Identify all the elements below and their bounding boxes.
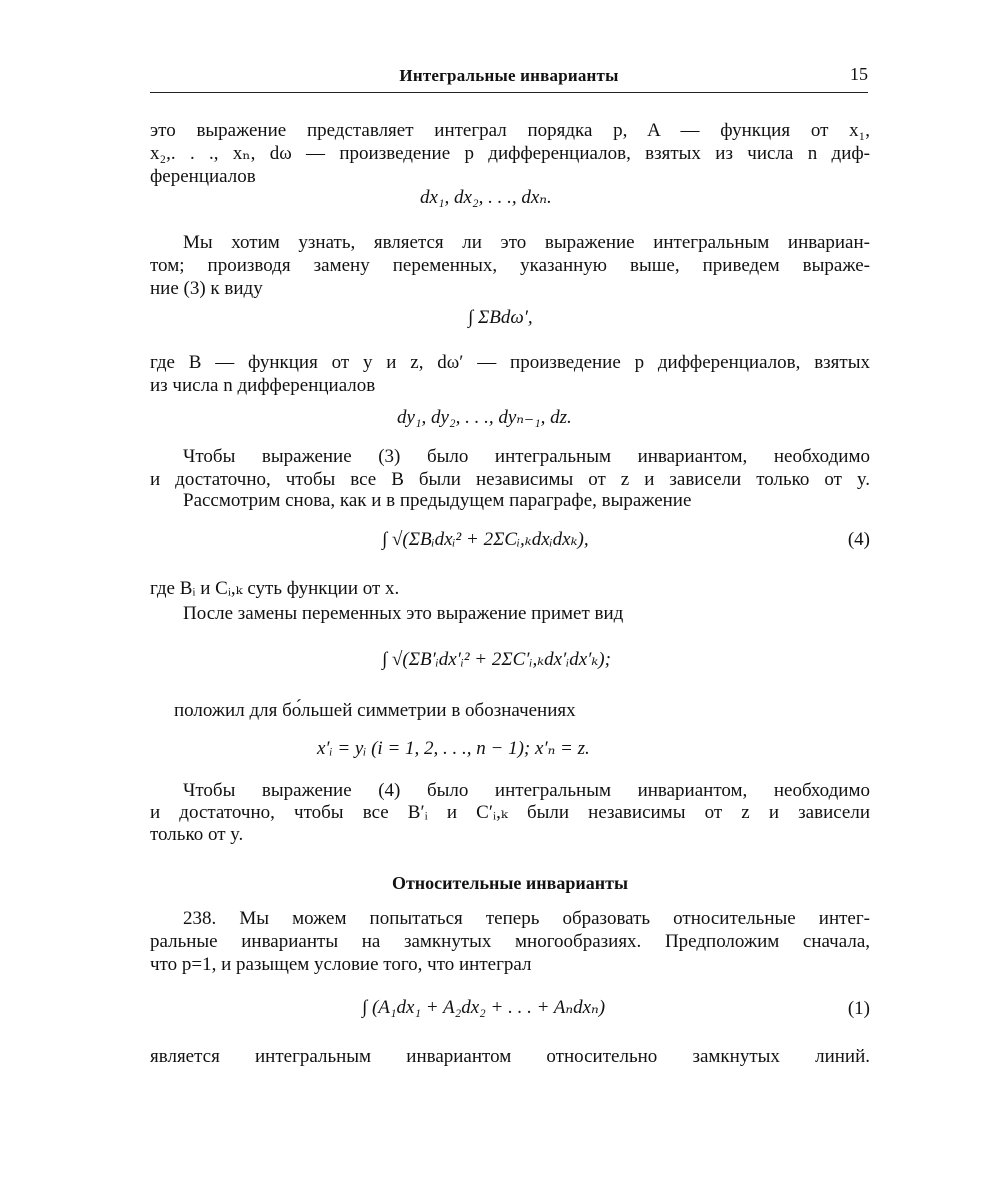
text-line: ральные инварианты на замкнутых многообразиях. Предположим сначала, bbox=[150, 931, 870, 952]
text-line: где B — функция от y и z, dω′ — произведение p дифференциалов, взятых bbox=[150, 352, 870, 373]
formula-linear-integral: ∫ (A₁dx₁ + A₂dx₂ + . . . + Aₙdxₙ) bbox=[362, 997, 606, 1018]
text-line: Рассмотрим снова, как и в предыдущем параграфе, выражение bbox=[183, 490, 692, 511]
text-line: ние (3) к виду bbox=[150, 278, 263, 299]
equation-number: (4) bbox=[847, 529, 870, 550]
text-line: из числа n дифференциалов bbox=[150, 375, 376, 396]
formula-sqrt-quadratic-form: ∫ √(ΣBᵢdxᵢ² + 2ΣCᵢ,ₖdxᵢdxₖ), bbox=[382, 529, 589, 550]
running-header bbox=[150, 64, 868, 93]
text-line: это выражение представляет интеграл порядка p, A — функция от x₁, bbox=[150, 120, 870, 141]
formula-dx-list: dx₁, dx₂, . . ., dxₙ. bbox=[420, 187, 552, 208]
formula-dy-list: dy₁, dy₂, . . ., dyₙ₋₁, dz. bbox=[397, 407, 572, 428]
text-line: x₂,. . ., xₙ, dω — произведение p дифференциалов, взятых из числа n диф- bbox=[150, 143, 870, 164]
text-line: Чтобы выражение (3) было интегральным инвариантом, необходимо bbox=[183, 446, 870, 467]
formula-sqrt-transformed: ∫ √(ΣB′ᵢdx′ᵢ² + 2ΣC′ᵢ,ₖdx′ᵢdx′ₖ); bbox=[382, 649, 611, 670]
text-line: 238. Мы можем попытаться теперь образовать относительные интег- bbox=[183, 908, 870, 929]
text-line: и достаточно, чтобы все B′ᵢ и C′ᵢ,ₖ были независимы от z и зависели bbox=[150, 802, 870, 823]
text-line: том; производя замену переменных, указанную выше, приведем выраже- bbox=[150, 255, 870, 276]
running-title: Интегральные инварианты bbox=[399, 66, 619, 85]
text-line: Мы хотим узнать, является ли это выражение интегральным инвариан- bbox=[183, 232, 870, 253]
text-line: и достаточно, чтобы все B были независимы от z и зависели только от y. bbox=[150, 469, 870, 490]
text-line: После замены переменных это выражение примет вид bbox=[183, 603, 624, 624]
text-line: только от y. bbox=[150, 824, 244, 845]
text-line: является интегральным инвариантом относительно замкнутых линий. bbox=[150, 1046, 870, 1067]
text-line: что p=1, и разыщем условие того, что интеграл bbox=[150, 954, 532, 975]
text-line: где Bᵢ и Cᵢ,ₖ суть функции от x. bbox=[150, 578, 400, 599]
text-line: положил для бо́льшей симметрии в обозначениях bbox=[174, 700, 576, 721]
text-line: ференциалов bbox=[150, 166, 256, 187]
section-heading: Относительные инварианты bbox=[391, 873, 629, 893]
text-line: Чтобы выражение (4) было интегральным инвариантом, необходимо bbox=[183, 780, 870, 801]
equation-number: (1) bbox=[847, 998, 870, 1019]
page-number: 15 bbox=[850, 64, 868, 84]
formula-integral-b: ∫ ΣBdω′, bbox=[468, 307, 533, 328]
formula-variable-substitution: x′ᵢ = yᵢ (i = 1, 2, . . ., n − 1); x′ₙ = z. bbox=[317, 738, 590, 759]
